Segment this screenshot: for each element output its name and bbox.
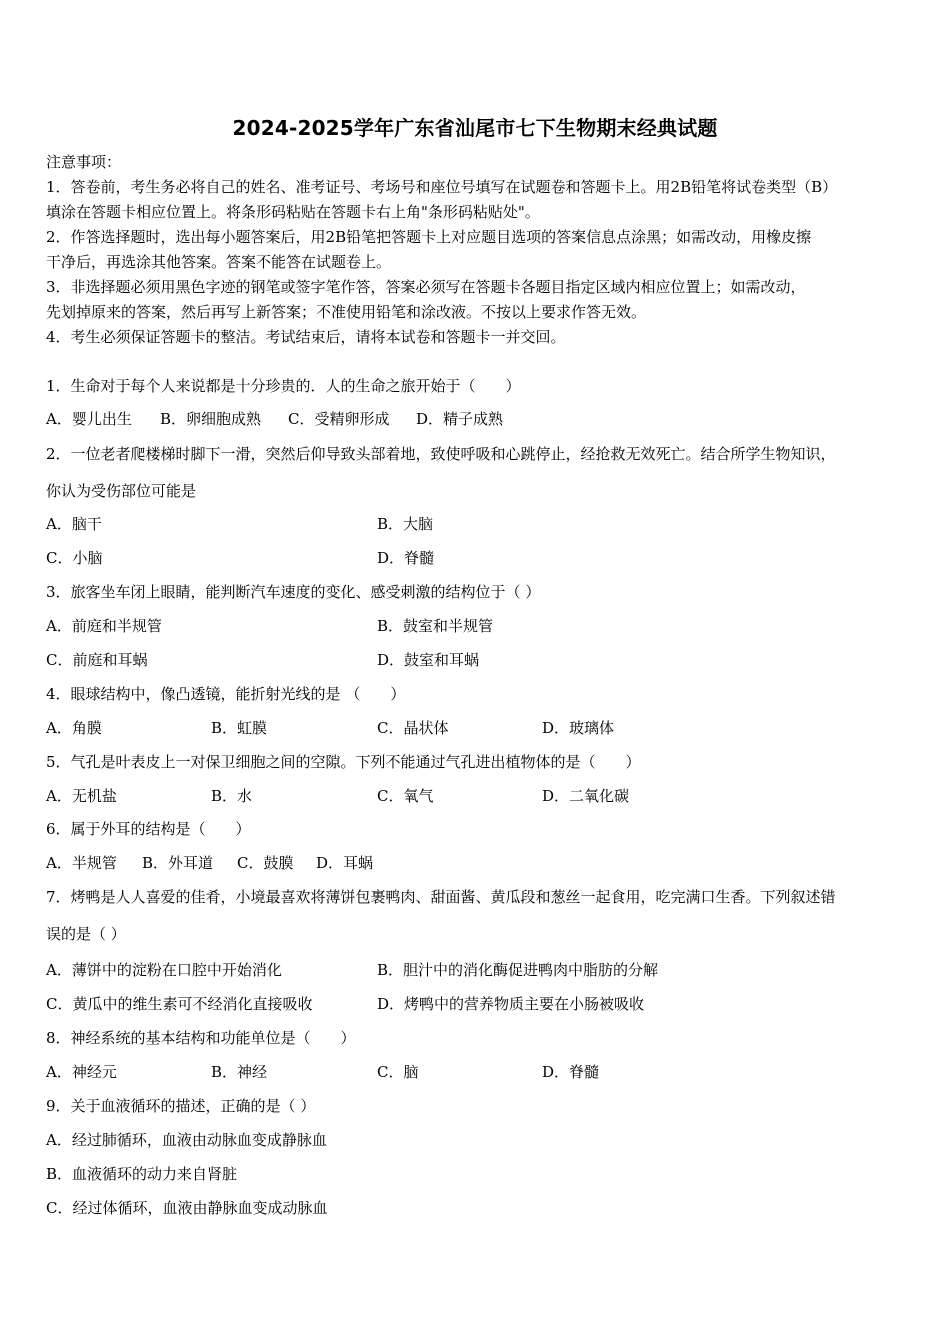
question-2-stem-line-2: 你认为受伤部位可能是 <box>46 482 197 500</box>
q8-option-d: D．脊髓 <box>542 1063 600 1081</box>
q2-option-c: C．小脑 <box>46 549 103 567</box>
q8-option-a: A．神经元 <box>46 1063 117 1081</box>
question-7-stem-line-2: 误的是（ ） <box>46 925 126 943</box>
question-4-stem: 4．眼球结构中，像凸透镜，能折射光线的是 （ ） <box>46 685 406 703</box>
notice-line-2: 填涂在答题卡相应位置上。将条形码粘贴在答题卡右上角"条形码粘贴处"。 <box>46 203 540 221</box>
q3-option-d: D．鼓室和耳蜗 <box>377 651 480 669</box>
q4-option-b: B．虹膜 <box>211 719 268 737</box>
q1-option-a: A．婴儿出生 <box>46 410 132 428</box>
q3-option-c: C．前庭和耳蜗 <box>46 651 148 669</box>
q4-option-a: A．角膜 <box>46 719 102 737</box>
q2-option-a: A．脑干 <box>46 515 102 533</box>
q5-option-b: B．水 <box>211 787 253 805</box>
question-5-stem: 5．气孔是叶表皮上一对保卫细胞之间的空隙。下列不能通过气孔进出植物体的是（ ） <box>46 753 641 771</box>
notice-line-3: 2．作答选择题时，选出每小题答案后，用2B铅笔把答题卡上对应题目选项的答案信息点涂黑；如需改动，用橡皮擦 <box>46 228 812 246</box>
q9-option-b: B．血液循环的动力来自肾脏 <box>46 1165 238 1183</box>
q7-option-c: C．黄瓜中的维生素可不经消化直接吸收 <box>46 995 313 1013</box>
question-6-stem: 6．属于外耳的结构是（ ） <box>46 820 251 838</box>
q2-option-d: D．脊髓 <box>377 549 435 567</box>
q5-option-c: C．氧气 <box>377 787 434 805</box>
q1-option-d: D．精子成熟 <box>416 410 504 428</box>
q6-option-b: B．外耳道 <box>142 854 214 872</box>
page-title: 2024-2025学年广东省汕尾市七下生物期末经典试题 <box>232 116 718 140</box>
notice-line-7: 4．考生必须保证答题卡的整洁。考试结束后，请将本试卷和答题卡一并交回。 <box>46 328 566 346</box>
q1-option-b: B．卵细胞成熟 <box>160 410 262 428</box>
question-9-stem: 9．关于血液循环的描述，正确的是（ ） <box>46 1097 316 1115</box>
q7-option-d: D．烤鸭中的营养物质主要在小肠被吸收 <box>377 995 645 1013</box>
q8-option-b: B．神经 <box>211 1063 268 1081</box>
q5-option-d: D．二氧化碳 <box>542 787 630 805</box>
q6-option-a: A．半规管 <box>46 854 117 872</box>
notice-line-6: 先划掉原来的答案，然后再写上新答案；不准使用铅笔和涂改液。不按以上要求作答无效。 <box>46 303 647 321</box>
question-7-stem-line-1: 7．烤鸭是人人喜爱的佳肴，小境最喜欢将薄饼包裹鸭肉、甜面酱、黄瓜段和葱丝一起食用，吃完满口生香。下列叙述错 <box>46 888 836 906</box>
question-1-stem: 1．生命对于每个人来说都是十分珍贵的．人的生命之旅开始于（ ） <box>46 377 521 395</box>
q8-option-c: C．脑 <box>377 1063 419 1081</box>
q5-option-a: A．无机盐 <box>46 787 117 805</box>
q1-option-c: C．受精卵形成 <box>288 410 390 428</box>
question-2-stem-line-1: 2．一位老者爬楼梯时脚下一滑，突然后仰导致头部着地，致使呼吸和心跳停止，经抢救无效死亡。结合所学生物知识， <box>46 445 836 463</box>
q7-option-b: B．胆汁中的消化酶促进鸭肉中脂肪的分解 <box>377 961 659 979</box>
q4-option-d: D．玻璃体 <box>542 719 615 737</box>
question-3-stem: 3．旅客坐车闭上眼睛，能判断汽车速度的变化、感受刺激的结构位于（ ） <box>46 583 541 601</box>
question-8-stem: 8．神经系统的基本结构和功能单位是（ ） <box>46 1029 356 1047</box>
q3-option-b: B．鼓室和半规管 <box>377 617 494 635</box>
notice-line-4: 干净后，再选涂其他答案。答案不能答在试题卷上。 <box>46 253 392 271</box>
q4-option-c: C．晶状体 <box>377 719 449 737</box>
q6-option-c: C．鼓膜 <box>237 854 294 872</box>
q9-option-a: A．经过肺循环，血液由动脉血变成静脉血 <box>46 1131 327 1149</box>
notice-heading: 注意事项： <box>46 153 122 171</box>
q6-option-d: D．耳蜗 <box>316 854 374 872</box>
q7-option-a: A．薄饼中的淀粉在口腔中开始消化 <box>46 961 282 979</box>
q3-option-a: A．前庭和半规管 <box>46 617 162 635</box>
notice-line-1: 1．答卷前，考生务必将自己的姓名、准考证号、考场号和座位号填写在试题卷和答题卡上。用2B铅笔将试卷类型（B） <box>46 178 838 196</box>
q9-option-c: C．经过体循环，血液由静脉血变成动脉血 <box>46 1199 328 1217</box>
q2-option-b: B．大脑 <box>377 515 434 533</box>
notice-line-5: 3．非选择题必须用黑色字迹的钢笔或签字笔作答，答案必须写在答题卡各题目指定区域内相应位置上；如需改动， <box>46 278 806 296</box>
